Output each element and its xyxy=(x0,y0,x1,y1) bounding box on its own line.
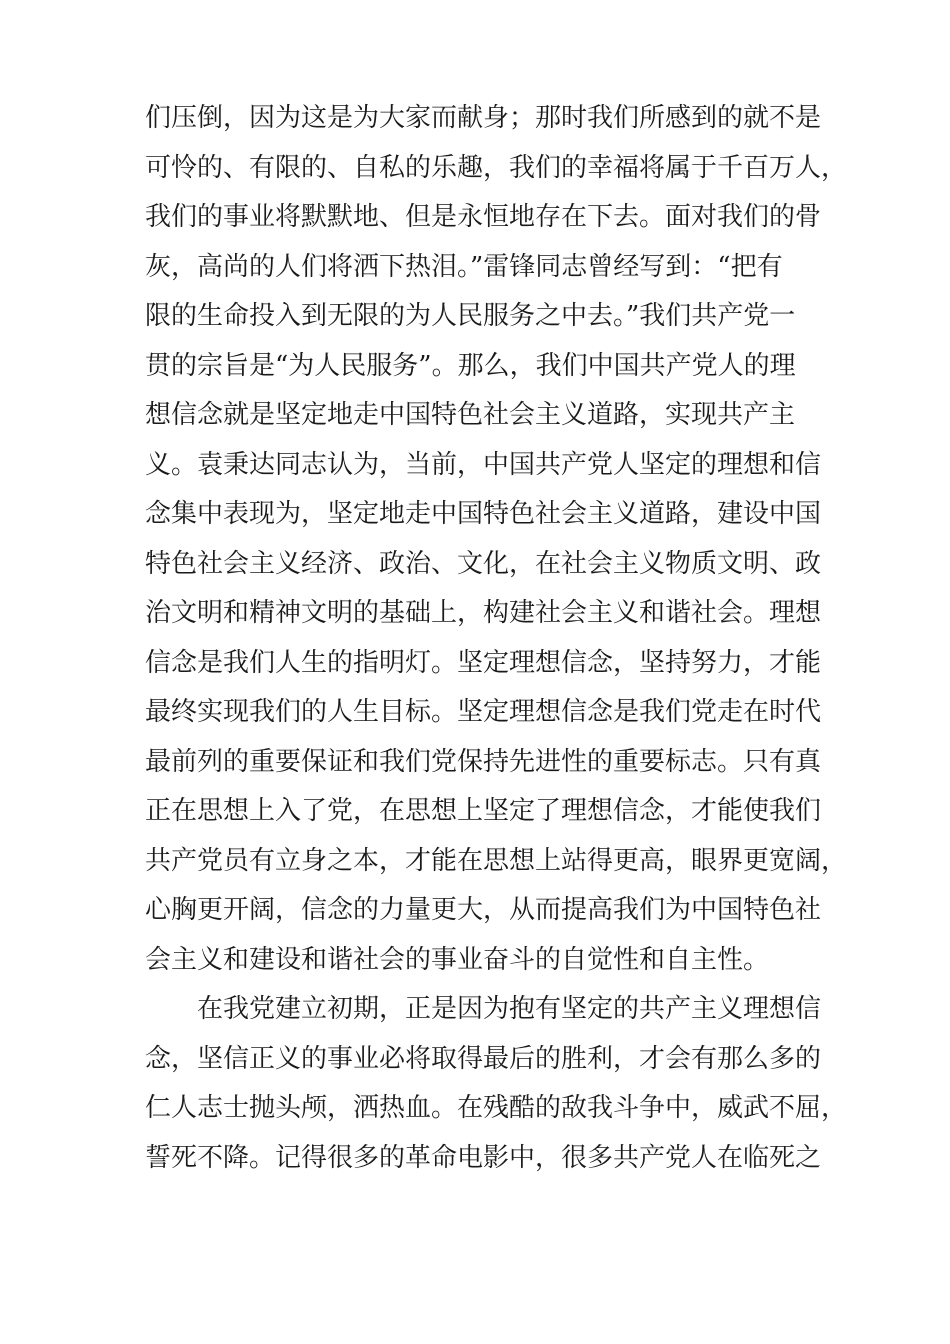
text-line: 念，坚信正义的事业必将取得最后的胜利，才会有那么多的 xyxy=(145,1043,822,1074)
text-line: 我们的事业将默默地、但是永恒地存在下去。面对我们的骨 xyxy=(145,202,822,232)
body-text xyxy=(145,94,848,1183)
text-line: 治文明和精神文明的基础上，构建社会主义和谐社会。理想 xyxy=(145,598,822,628)
text-line: 正在思想上入了党，在思想上坚定了理想信念，才能使我们 xyxy=(145,796,822,826)
text-line: 会主义和建设和谐社会的事业奋斗的自觉性和自主性。 xyxy=(145,944,770,975)
text-line: 念集中表现为，坚定地走中国特色社会主义道路，建设中国 xyxy=(145,499,822,529)
text-line: 想信念就是坚定地走中国特色社会主义道路，实现共产主 xyxy=(145,400,796,430)
text-line: 心胸更开阔，信念的力量更大，从而提高我们为中国特色社 xyxy=(145,895,822,925)
text-line: 最前列的重要保证和我们党保持先进性的重要标志。只有真 xyxy=(145,746,822,777)
text-line: 誓死不降。记得很多的革命电影中，很多共产党人在临死之 xyxy=(145,1142,822,1173)
text-line: 特色社会主义经济、政治、文化，在社会主义物质文明、政 xyxy=(145,548,822,579)
text-line: 在我党建立初期，正是因为抱有坚定的共产主义理想信 xyxy=(197,994,822,1024)
text-line: 可怜的、有限的、自私的乐趣，我们的幸福将属于千百万人， xyxy=(145,152,848,183)
text-line: 限的生命投入到无限的为人民服务之中去。”我们共产党一 xyxy=(145,301,796,331)
text-line: 信念是我们人生的指明灯。坚定理想信念，坚持努力，才能 xyxy=(145,647,822,678)
text-line: 灰，高尚的人们将洒下热泪。”雷锋同志曾经写到：“把有 xyxy=(145,251,783,282)
text-line: 共产党员有立身之本，才能在思想上站得更高，眼界更宽阔， xyxy=(145,845,848,876)
paragraph-1 xyxy=(145,94,848,985)
text-line: 仁人志士抛头颅，洒热血。在残酷的敌我斗争中，威武不屈， xyxy=(145,1093,848,1123)
text-line: 贯的宗旨是“为人民服务”。那么，我们中国共产党人的理 xyxy=(145,350,796,381)
text-line: 义。袁秉达同志认为，当前，中国共产党人坚定的理想和信 xyxy=(145,449,822,480)
text-line: 最终实现我们的人生目标。坚定理想信念是我们党走在时代 xyxy=(145,697,822,727)
text-line: 们压倒，因为这是为大家而献身；那时我们所感到的就不是 xyxy=(145,103,822,133)
paragraph-2 xyxy=(145,985,848,1183)
